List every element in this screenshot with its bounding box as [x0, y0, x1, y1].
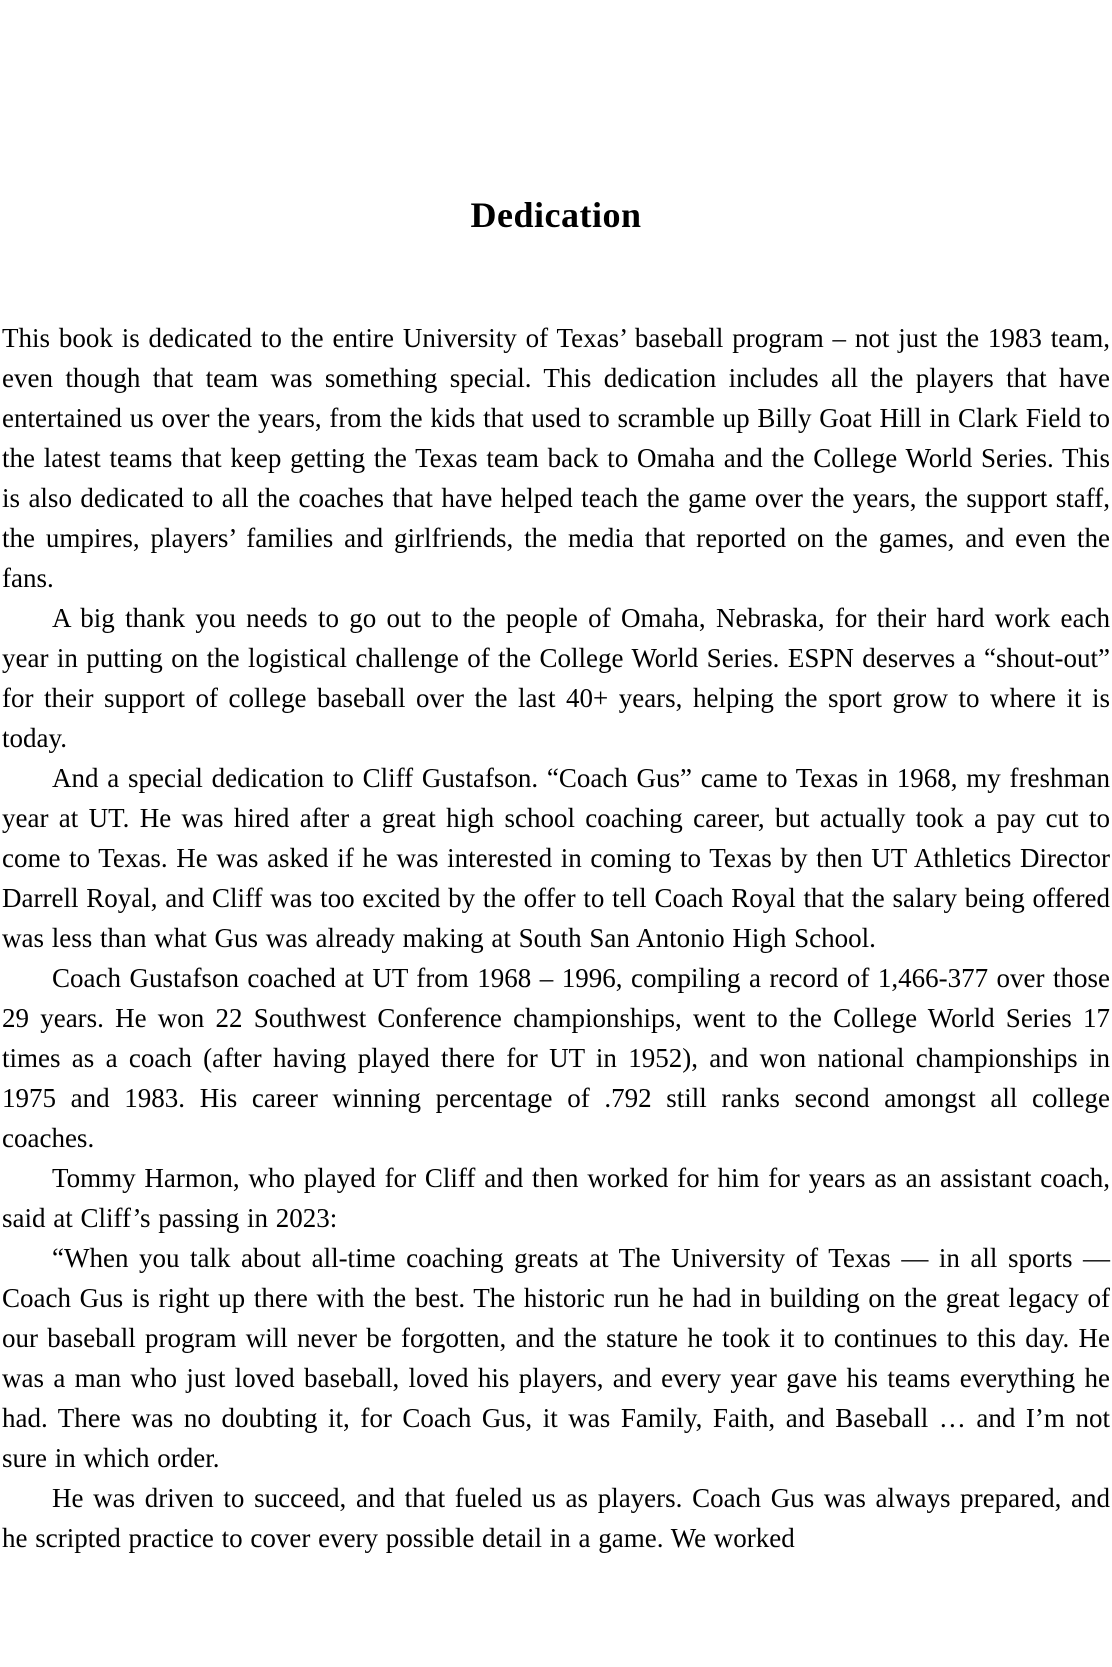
- paragraph: He was driven to succeed, and that fueled us as players. Coach Gus was always prepared, and he scripted practice to cover every possible detail in a game. We worked: [2, 1482, 1110, 1553]
- paragraph: This book is dedicated to the entire University of Texas’ baseball program – not just the 1983 team, even though that team was something special. This dedication includes all the players that have entertained us over the years, from the kids that used to scramble up Billy Goat Hill in Clark Field to the latest teams that keep getting the Texas team back to Omaha and the College World Series. This is also dedicated to all the coaches that have helped teach the game over the years, the support staff, the umpires, players’ families and girlfriends, the media that reported on the games, and even the fans.: [2, 322, 1110, 593]
- paragraph: Coach Gustafson coached at UT from 1968 – 1996, compiling a record of 1,466-377 over those 29 years. He won 22 Southwest Conference championships, went to the College World Series 17 times as a coach (after having played there for UT in 1952), and won national championships in 1975 and 1983. His career winning percentage of .792 still ranks second amongst all college coaches.: [2, 962, 1110, 1153]
- body-text: [2, 318, 1110, 1558]
- paragraph: Tommy Harmon, who played for Cliff and then worked for him for years as an assistant coach, said at Cliff’s passing in 2023:: [2, 1162, 1110, 1233]
- paragraph: And a special dedication to Cliff Gustafson. “Coach Gus” came to Texas in 1968, my freshman year at UT. He was hired after a great high school coaching career, but actually took a pay cut to come to Texas. He was asked if he was interested in coming to Texas by then UT Athletics Director Darrell Royal, and Cliff was too excited by the offer to tell Coach Royal that the salary being offered was less than what Gus was already making at South San Antonio High School.: [2, 762, 1110, 953]
- paragraph: A big thank you needs to go out to the people of Omaha, Nebraska, for their hard work each year in putting on the logistical challenge of the College World Series. ESPN deserves a “shout-out” for their support of college baseball over the last 40+ years, helping the sport grow to where it is today.: [2, 602, 1110, 753]
- paragraph: “When you talk about all-time coaching greats at The University of Texas — in all sports — Coach Gus is right up there with the best. The historic run he had in building on the great legacy of our baseball program will never be forgotten, and the stature he took it to continues to this day. He was a man who just loved baseball, loved his players, and every year gave his teams everything he had. There was no doubting it, for Coach Gus, it was Family, Faith, and Baseball … and I’m not sure in which order.: [2, 1242, 1110, 1473]
- page-title: Dedication: [470, 195, 642, 235]
